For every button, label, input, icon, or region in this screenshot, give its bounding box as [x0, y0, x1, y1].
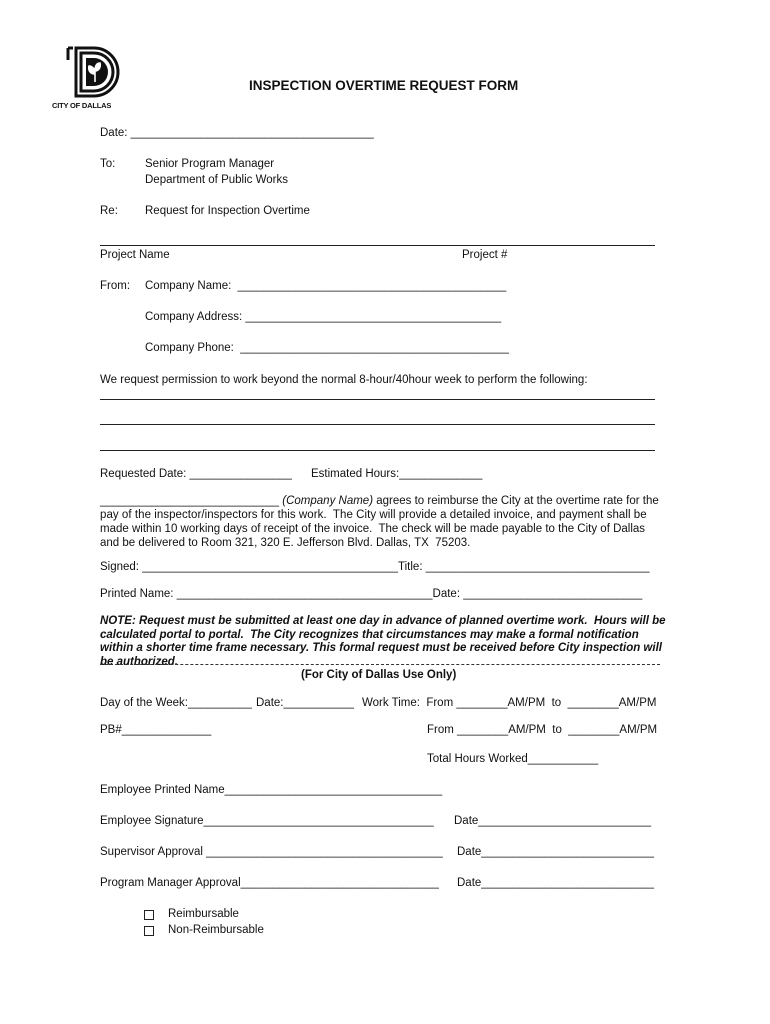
requested-date-field[interactable]: Requested Date: ________________	[100, 468, 292, 480]
date-field[interactable]: Date: ______________________________________	[100, 127, 374, 139]
request-text: We request permission to work beyond the normal 8-hour/40hour week to perform the following:	[100, 374, 588, 386]
agreement-line-2: pay of the inspector/inspectors for this work. The City will provide a detailed invoice, and payment shall be	[100, 509, 647, 521]
estimated-hours-field[interactable]: Estimated Hours:_____________	[311, 468, 483, 480]
employee-signature-field[interactable]: Employee Signature____________________________________	[100, 815, 434, 827]
company-phone-field[interactable]: Company Phone: __________________________________________	[145, 342, 509, 354]
city-of-dallas-logo-icon	[64, 44, 124, 100]
work-description-line-3[interactable]	[100, 450, 655, 451]
city-logo	[64, 44, 124, 100]
supervisor-approval-field[interactable]: Supervisor Approval _____________________________________	[100, 846, 443, 858]
work-time-field-2[interactable]: From ________AM/PM to ________AM/PM	[427, 724, 658, 736]
logo-caption: CITY OF DALLAS	[52, 101, 112, 110]
to-line-1: Senior Program Manager	[145, 158, 275, 170]
from-label: From:	[100, 280, 131, 292]
signed-title-field[interactable]: Signed: ________________________________________Title: ___________________________________	[100, 561, 650, 573]
work-time-field[interactable]: Work Time: From ________AM/PM to ________AM/PM	[362, 697, 657, 709]
non-reimbursable-label: Non-Reimbursable	[168, 924, 264, 936]
re-text: Request for Inspection Overtime	[145, 205, 310, 217]
section-divider	[100, 664, 660, 665]
total-hours-field[interactable]: Total Hours Worked___________	[427, 753, 599, 765]
program-manager-date-field[interactable]: Date___________________________	[457, 877, 654, 889]
note-line-1: NOTE: Request must be submitted at least one day in advance of planned overtime work. Hours will be	[100, 615, 666, 627]
city-date-field[interactable]: Date:___________	[256, 697, 354, 709]
printed-name-date-field[interactable]: Printed Name: ________________________________________Date: ____________________________	[100, 588, 643, 600]
company-name-hint: (Company Name)	[282, 495, 374, 507]
employee-printed-name-field[interactable]: Employee Printed Name__________________________________	[100, 784, 443, 796]
agreement-line-4: and be delivered to Room 321, 320 E. Jefferson Blvd. Dallas, TX 75203.	[100, 537, 471, 549]
city-use-heading: (For City of Dallas Use Only)	[301, 669, 457, 681]
note-line-3: within a shorter time frame necessary. This formal request must be received before City inspection will	[100, 642, 662, 654]
project-number-label: Project #	[462, 249, 508, 261]
supervisor-date-field[interactable]: Date___________________________	[457, 846, 654, 858]
to-line-2: Department of Public Works	[145, 174, 288, 186]
employee-signature-date-field[interactable]: Date___________________________	[454, 815, 651, 827]
company-name-field[interactable]: Company Name: __________________________________________	[145, 280, 507, 292]
pb-field[interactable]: PB#______________	[100, 724, 212, 736]
agreement-paragraph	[100, 494, 660, 550]
to-label: To:	[100, 158, 116, 170]
work-description-line-2[interactable]	[100, 424, 655, 425]
project-name-label: Project Name	[100, 249, 170, 261]
reimbursable-checkbox[interactable]	[144, 910, 154, 920]
day-of-week-field[interactable]: Day of the Week:__________	[100, 697, 252, 709]
note-line-2: calculated portal to portal. The City recognizes that circumstances may make a formal notification	[100, 628, 639, 641]
company-name-blank[interactable]: ____________________________	[100, 495, 283, 507]
note-text	[100, 615, 666, 669]
agreement-line-3: made within 10 working days of receipt of the invoice. The check will be made payable to the City of Dallas	[100, 523, 646, 535]
note-line-4: be authorized.	[100, 655, 178, 668]
work-description-line-1[interactable]	[100, 399, 655, 400]
project-line[interactable]	[100, 245, 655, 246]
reimbursable-label: Reimbursable	[168, 908, 239, 920]
form-title: INSPECTION OVERTIME REQUEST FORM	[249, 78, 519, 93]
program-manager-approval-field[interactable]: Program Manager Approval_______________________________	[100, 877, 439, 889]
agreement-line-1	[100, 494, 660, 508]
re-label: Re:	[100, 205, 118, 217]
company-address-field[interactable]: Company Address: ________________________________________	[145, 311, 502, 323]
non-reimbursable-checkbox[interactable]	[144, 926, 154, 936]
agreement-line-1-rest: agrees to reimburse the City at the overtime rate for the	[373, 495, 659, 507]
